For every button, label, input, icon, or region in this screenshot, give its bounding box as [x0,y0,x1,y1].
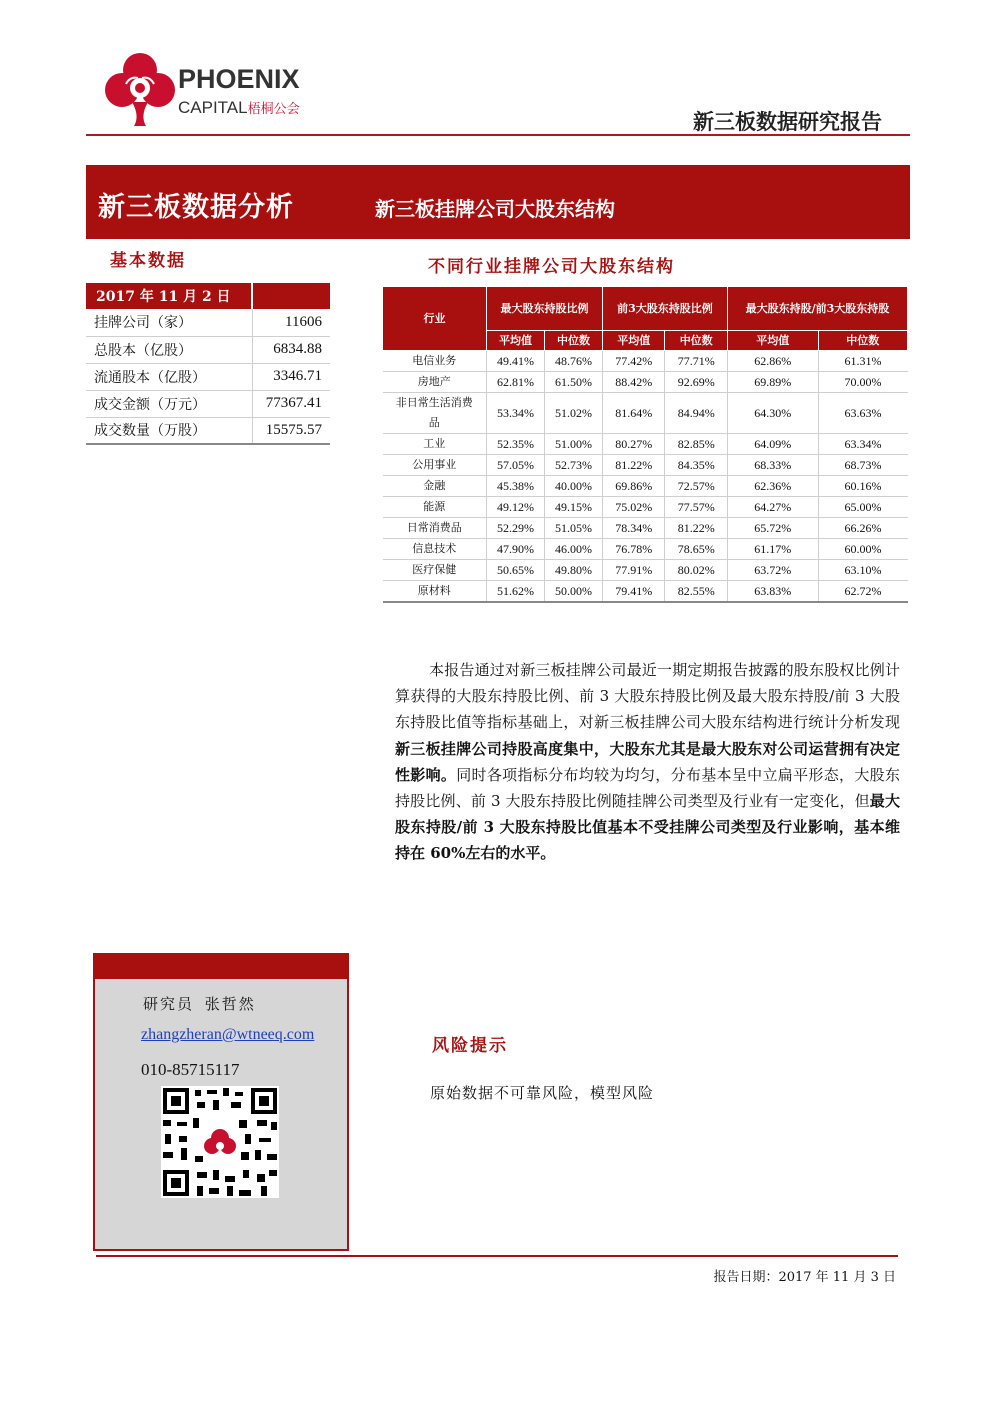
industry-value-cell: 53.34% [487,393,545,434]
industry-value-cell: 61.50% [545,372,603,393]
industry-name: 金融 [383,476,487,497]
basic-data-row [86,309,330,336]
industry-value-cell: 82.85% [665,434,727,455]
basic-data-row [86,363,330,390]
industry-value-cell: 64.09% [727,434,818,455]
basic-data-row [86,390,330,417]
basic-data-row [86,417,330,444]
title-banner [86,165,910,239]
industry-value-cell: 52.73% [545,455,603,476]
industry-value-cell: 52.29% [487,518,545,539]
table-row [383,560,908,581]
industry-value-cell: 84.35% [665,455,727,476]
industry-value-cell: 69.89% [727,372,818,393]
basic-data-table [86,283,330,445]
industry-value-cell: 49.80% [545,560,603,581]
basic-data-heading: 基本数据 [110,251,186,271]
industry-name: 医疗保健 [383,560,487,581]
industry-name: 电信业务 [383,351,487,372]
table-row [383,497,908,518]
footer-divider [96,1255,898,1257]
col-median: 中位数 [665,331,727,351]
industry-value-cell: 63.72% [727,560,818,581]
industry-name: 能源 [383,497,487,518]
col-group-top1: 最大股东持股比例 [487,287,603,331]
industry-name: 原材料 [383,581,487,603]
industry-value-cell: 77.91% [603,560,665,581]
table-row [383,393,908,434]
industry-value-cell: 75.02% [603,497,665,518]
basic-data-label: 成交数量（万股） [86,417,252,444]
basic-data-value: 11606 [252,309,330,336]
industry-value-cell: 70.00% [818,372,907,393]
industry-value-cell: 50.65% [487,560,545,581]
qr-code-icon [161,1086,279,1198]
basic-data-label: 挂牌公司（家） [86,309,252,336]
basic-data-label: 总股本（亿股） [86,336,252,363]
basic-data-value: 6834.88 [252,336,330,363]
industry-value-cell: 66.26% [818,518,907,539]
analyst-email-link[interactable]: zhangzheran@wtneeq.com [141,1026,315,1043]
industry-value-cell: 62.81% [487,372,545,393]
industry-value-cell: 61.17% [727,539,818,560]
industry-value-cell: 82.55% [665,581,727,603]
col-group-top3: 前3大股东持股比例 [603,287,728,331]
industry-value-cell: 49.12% [487,497,545,518]
table-row [383,476,908,497]
col-avg: 平均值 [487,331,545,351]
col-median: 中位数 [545,331,603,351]
basic-data-value: 77367.41 [252,390,330,417]
basic-data-date: 2017 年 11 月 2 日 [86,283,252,309]
phoenix-flower-icon [104,50,176,128]
industry-name: 日常消费品 [383,518,487,539]
industry-value-cell: 92.69% [665,372,727,393]
industry-value-cell: 63.83% [727,581,818,603]
industry-value-cell: 49.41% [487,351,545,372]
table-row [383,372,908,393]
analyst-phone: 010-85715117 [141,1060,240,1079]
industry-value-cell: 77.42% [603,351,665,372]
table-row [383,351,908,372]
industry-value-cell: 81.22% [603,455,665,476]
industry-value-cell: 61.31% [818,351,907,372]
col-group-ratio: 最大股东持股/前3大股东持股 [727,287,907,331]
industry-value-cell: 81.64% [603,393,665,434]
industry-value-cell: 60.00% [818,539,907,560]
banner-main-title: 新三板数据分析 [98,192,294,223]
table-row [383,434,908,455]
industry-value-cell: 68.33% [727,455,818,476]
industry-value-cell: 48.76% [545,351,603,372]
industry-value-cell: 77.57% [665,497,727,518]
risk-heading: 风险提示 [432,1036,508,1056]
industry-name: 非日常生活消费品 [383,393,487,434]
industry-value-cell: 51.62% [487,581,545,603]
header-divider [86,134,910,136]
industry-value-cell: 49.15% [545,497,603,518]
industry-name: 工业 [383,434,487,455]
industry-value-cell: 76.78% [603,539,665,560]
industry-value-cell: 84.94% [665,393,727,434]
summary-paragraph: 本报告通过对新三板挂牌公司最近一期定期报告披露的股东股权比例计算获得的大股东持股比例、前 3 大股东持股比例及最大股东持股/前 3 大股东持股比值等指标基础上，对新三板挂牌公司大股东结构进行统计分析发现新三板挂牌公司持股高度集中，大股东尤其是最大股东对公司运营拥有决定性影响。同时各项指标分布均较为均匀，分布基本呈中立扁平形态，大股东持股比例、前 3 大股东持股比例随挂牌公司类型及行业有一定变化，但最大股东持股/前 3 大股东持股比值基本不受挂牌公司类型及行业影响，基本维持在 60%左右的水平。 [395,661,900,863]
industry-name: 公用事业 [383,455,487,476]
industry-value-cell: 62.72% [818,581,907,603]
industry-table-heading: 不同行业挂牌公司大股东结构 [428,257,675,277]
basic-data-header-blank [252,283,330,309]
logo-wordmark: PHOENIX [178,64,300,94]
industry-value-cell: 62.36% [727,476,818,497]
industry-value-cell: 77.71% [665,351,727,372]
industry-value-cell: 60.16% [818,476,907,497]
basic-data-row [86,336,330,363]
basic-data-label: 流通股本（亿股） [86,363,252,390]
industry-name: 房地产 [383,372,487,393]
industry-value-cell: 57.05% [487,455,545,476]
company-logo [104,50,324,130]
col-avg: 平均值 [603,331,665,351]
col-avg: 平均值 [727,331,818,351]
industry-value-cell: 51.05% [545,518,603,539]
basic-data-value: 3346.71 [252,363,330,390]
industry-value-cell: 63.63% [818,393,907,434]
logo-subtitle: CAPITAL梧桐公会 [178,98,300,117]
industry-value-cell: 47.90% [487,539,545,560]
industry-name: 信息技术 [383,539,487,560]
basic-data-value: 15575.57 [252,417,330,444]
table-row [383,539,908,560]
col-industry: 行业 [383,287,487,351]
industry-value-cell: 63.10% [818,560,907,581]
basic-data-label: 成交金额（万元） [86,390,252,417]
banner-sub-title: 新三板挂牌公司大股东结构 [375,197,615,221]
industry-value-cell: 64.27% [727,497,818,518]
report-type-title: 新三板数据研究报告 [693,110,882,134]
industry-value-cell: 40.00% [545,476,603,497]
industry-value-cell: 45.38% [487,476,545,497]
industry-value-cell: 64.30% [727,393,818,434]
industry-value-cell: 80.02% [665,560,727,581]
industry-value-cell: 78.34% [603,518,665,539]
industry-value-cell: 81.22% [665,518,727,539]
industry-value-cell: 51.02% [545,393,603,434]
industry-value-cell: 46.00% [545,539,603,560]
industry-value-cell: 62.86% [727,351,818,372]
industry-value-cell: 51.00% [545,434,603,455]
industry-value-cell: 72.57% [665,476,727,497]
industry-value-cell: 52.35% [487,434,545,455]
table-row [383,518,908,539]
table-row [383,581,908,603]
industry-value-cell: 65.72% [727,518,818,539]
industry-value-cell: 68.73% [818,455,907,476]
industry-value-cell: 79.41% [603,581,665,603]
industry-value-cell: 69.86% [603,476,665,497]
industry-value-cell: 63.34% [818,434,907,455]
industry-value-cell: 65.00% [818,497,907,518]
industry-table [382,286,908,603]
risk-text: 原始数据不可靠风险，模型风险 [430,1084,655,1102]
analyst-contact-box [93,953,349,1251]
analyst-title: 研究员 张哲然 [143,995,256,1013]
report-date: 报告日期：2017 年 11 月 3 日 [713,1270,896,1285]
table-row [383,455,908,476]
industry-value-cell: 50.00% [545,581,603,603]
industry-value-cell: 78.65% [665,539,727,560]
col-median: 中位数 [818,331,907,351]
industry-value-cell: 88.42% [603,372,665,393]
industry-value-cell: 80.27% [603,434,665,455]
